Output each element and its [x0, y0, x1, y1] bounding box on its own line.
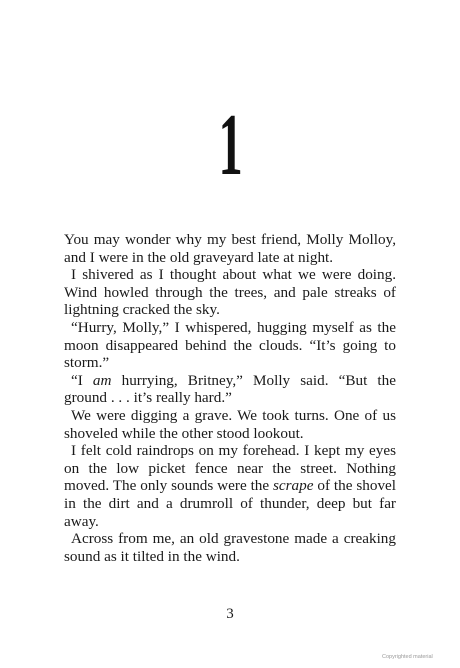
story-text: [64, 231, 396, 565]
paragraph: [64, 442, 396, 530]
text-run: “Hurry, Molly,” I whispered, hugging myself as the moon disappeared behind the clouds. “It’s going to storm.”: [64, 318, 396, 372]
copyright-watermark: Copyrighted material: [382, 654, 433, 660]
chapter-number: 1: [218, 97, 242, 194]
text-run: Across from me, an old gravestone made a creaking sound as it tilted in the wind.: [64, 530, 396, 565]
emphasized-text: am: [92, 371, 112, 389]
paragraph: [64, 319, 396, 372]
paragraph: [64, 530, 396, 565]
text-run: I shivered as I thought about what we were doing. Wind howled through the trees, and pale streaks of lightning cracked the sky.: [64, 266, 396, 319]
paragraph: [64, 407, 396, 442]
text-run: hurrying, Britney,” Molly said. “But the ground . . . it’s really hard.”: [64, 371, 396, 407]
paragraph: [64, 266, 396, 319]
text-run: I felt cold raindrops on my forehead. I kept my eyes on the low picket fence near the street. Nothing moved. The only sounds were the: [64, 442, 396, 495]
text-run: You may wonder why my best friend, Molly Molloy, and I were in the old graveyard late at night.: [64, 231, 396, 266]
emphasized-text: scrape: [273, 477, 314, 495]
text-run: We were digging a grave. We took turns. One of us shoveled while the other stood lookout.: [64, 406, 396, 442]
paragraph: [64, 231, 396, 266]
page-number: 3: [226, 606, 234, 622]
text-run: “I: [71, 371, 93, 389]
paragraph: [64, 372, 396, 407]
text-run: of the shovel in the dirt and a drumroll of thunder, deep but far away.: [64, 477, 396, 530]
